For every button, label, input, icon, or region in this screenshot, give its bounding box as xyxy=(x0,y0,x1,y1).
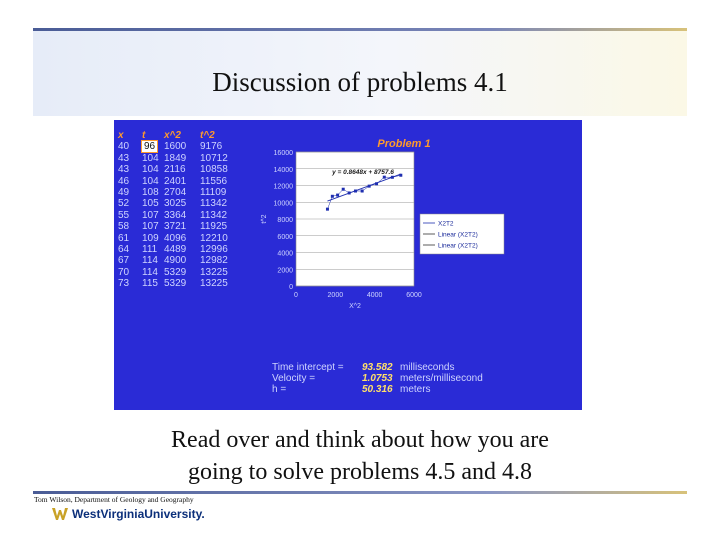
legend-label: Linear (X2T2) xyxy=(438,231,478,239)
table-cell: 109 xyxy=(142,232,159,244)
table-cell: 2116 xyxy=(164,164,186,176)
data-point xyxy=(342,188,345,191)
table-cell: 3025 xyxy=(164,198,187,210)
table-cell: 5329 xyxy=(164,266,187,278)
data-point xyxy=(354,190,357,193)
slide-title: Discussion of problems 4.1 xyxy=(212,67,508,97)
data-point xyxy=(368,185,371,188)
stat-text: Velocity = xyxy=(272,373,316,384)
caption-line-1: Read over and think about how you are xyxy=(171,427,549,453)
table-cell: 114 xyxy=(142,266,158,278)
table-cell: 52 xyxy=(118,198,130,210)
stat-text: h = xyxy=(272,384,287,395)
table-cell: 12982 xyxy=(200,255,228,267)
y-tick-label: 8000 xyxy=(277,217,293,224)
table-cell: 3364 xyxy=(164,209,187,221)
stat-text: 1.0753 xyxy=(362,373,393,384)
data-point xyxy=(331,195,334,198)
table-cell: 3721 xyxy=(164,221,187,233)
y-tick-label: 10000 xyxy=(273,200,293,208)
table-cell: 104 xyxy=(142,175,159,187)
column-x xyxy=(118,130,129,290)
y-tick-label: 12000 xyxy=(273,183,293,191)
table-cell: 10858 xyxy=(200,164,228,176)
y-tick-label: 16000 xyxy=(273,150,293,157)
data-point xyxy=(383,176,386,179)
table-cell: 40 xyxy=(118,141,130,153)
university-logo xyxy=(52,507,205,521)
table-cell: 114 xyxy=(142,255,158,267)
data-point xyxy=(375,182,378,185)
stats-values xyxy=(362,362,393,395)
data-point xyxy=(326,208,329,211)
table-header: x^2 xyxy=(164,130,181,141)
y-tick-label: 2000 xyxy=(277,267,293,275)
x-axis-label: X^2 xyxy=(349,303,361,310)
x-tick-label: 0 xyxy=(294,292,298,299)
figure-panel xyxy=(114,120,582,410)
table-cell: 11925 xyxy=(200,221,228,233)
table-cell: 2401 xyxy=(164,175,187,187)
table-cell: 111 xyxy=(142,244,158,256)
y-axis-label: t^2 xyxy=(261,214,268,224)
legend-label: Linear (X2T2) xyxy=(438,242,478,250)
table-cell: 4900 xyxy=(164,255,187,267)
data-point xyxy=(348,191,351,194)
footer-credit: Tom Wilson, Department of Geology and Geography xyxy=(34,495,194,504)
table-cell: 107 xyxy=(142,209,159,221)
table-cell: 1600 xyxy=(164,141,187,153)
slide-caption xyxy=(60,424,660,488)
y-tick-label: 6000 xyxy=(277,233,293,241)
table-cell: 61 xyxy=(118,232,130,244)
x-tick-label: 2000 xyxy=(327,292,344,299)
table-cell: 43 xyxy=(118,164,130,176)
caption-line-2: going to solve problems 4.5 and 4.8 xyxy=(188,459,532,485)
x-tick-label: 4000 xyxy=(366,292,383,299)
legend-label: X2T2 xyxy=(438,220,454,228)
table-cell: 13225 xyxy=(200,266,228,278)
y-tick-label: 0 xyxy=(289,284,293,291)
table-cell: 4489 xyxy=(164,244,187,256)
table-cell: 12210 xyxy=(200,232,228,244)
table-cell: 55 xyxy=(118,209,130,221)
stat-text: milliseconds xyxy=(400,362,455,373)
table-header: t^2 xyxy=(200,130,215,141)
table-cell: 43 xyxy=(118,152,130,164)
table-cell: 49 xyxy=(118,187,130,199)
data-point xyxy=(391,176,394,179)
table-header: t xyxy=(142,130,146,141)
table-cell: 4096 xyxy=(164,232,187,244)
table-cell: 5329 xyxy=(164,278,187,290)
table-cell: 11342 xyxy=(200,198,228,210)
table-cell: 12996 xyxy=(200,244,228,256)
data-point xyxy=(399,174,402,177)
fit-equation: y = 0.8648x + 8757.6 xyxy=(332,169,394,176)
stat-text: 50.316 xyxy=(362,384,393,395)
table-cell: 107 xyxy=(142,221,159,233)
stat-text: meters/millisecond xyxy=(400,373,483,384)
table-header: x xyxy=(118,130,124,141)
table-cell: 11342 xyxy=(200,209,228,221)
stats-labels xyxy=(272,362,344,395)
top-divider xyxy=(33,28,687,31)
bottom-divider xyxy=(33,491,687,494)
table-cell: 9176 xyxy=(200,141,223,153)
scatter-chart xyxy=(254,130,554,330)
table-cell: 10712 xyxy=(200,152,228,164)
table-cell: 11109 xyxy=(200,187,227,199)
chart-title: Problem 1 xyxy=(377,138,431,150)
column-t2 xyxy=(200,130,228,290)
logo-wordmark: WestVirginiaUniversity. xyxy=(72,507,205,521)
stat-text: Time intercept = xyxy=(272,362,344,373)
column-t xyxy=(142,130,159,290)
stats-units xyxy=(400,362,483,395)
table-cell: 70 xyxy=(118,266,130,278)
table-cell: 96 xyxy=(144,141,156,153)
table-cell: 105 xyxy=(142,198,159,210)
table-cell: 46 xyxy=(118,175,130,187)
table-cell: 13225 xyxy=(200,278,228,290)
table-cell: 73 xyxy=(118,278,130,290)
table-cell: 64 xyxy=(118,244,130,256)
table-cell: 58 xyxy=(118,221,130,233)
table-cell: 2704 xyxy=(164,187,187,199)
y-tick-label: 4000 xyxy=(277,250,293,258)
wv-logo-icon xyxy=(52,508,68,520)
stat-text: meters xyxy=(400,384,431,395)
data-point xyxy=(336,194,339,197)
table-cell: 1849 xyxy=(164,152,187,164)
table-cell: 104 xyxy=(142,152,159,164)
data-point xyxy=(361,190,364,193)
y-tick-label: 14000 xyxy=(273,166,293,174)
x-tick-label: 6000 xyxy=(406,292,422,299)
table-cell: 104 xyxy=(142,164,159,176)
stat-text: 93.582 xyxy=(362,362,393,373)
table-cell: 11556 xyxy=(200,175,228,187)
column-x2 xyxy=(164,130,186,290)
table-cell: 67 xyxy=(118,255,130,267)
table-cell: 115 xyxy=(142,278,158,290)
table-cell: 108 xyxy=(142,187,159,199)
